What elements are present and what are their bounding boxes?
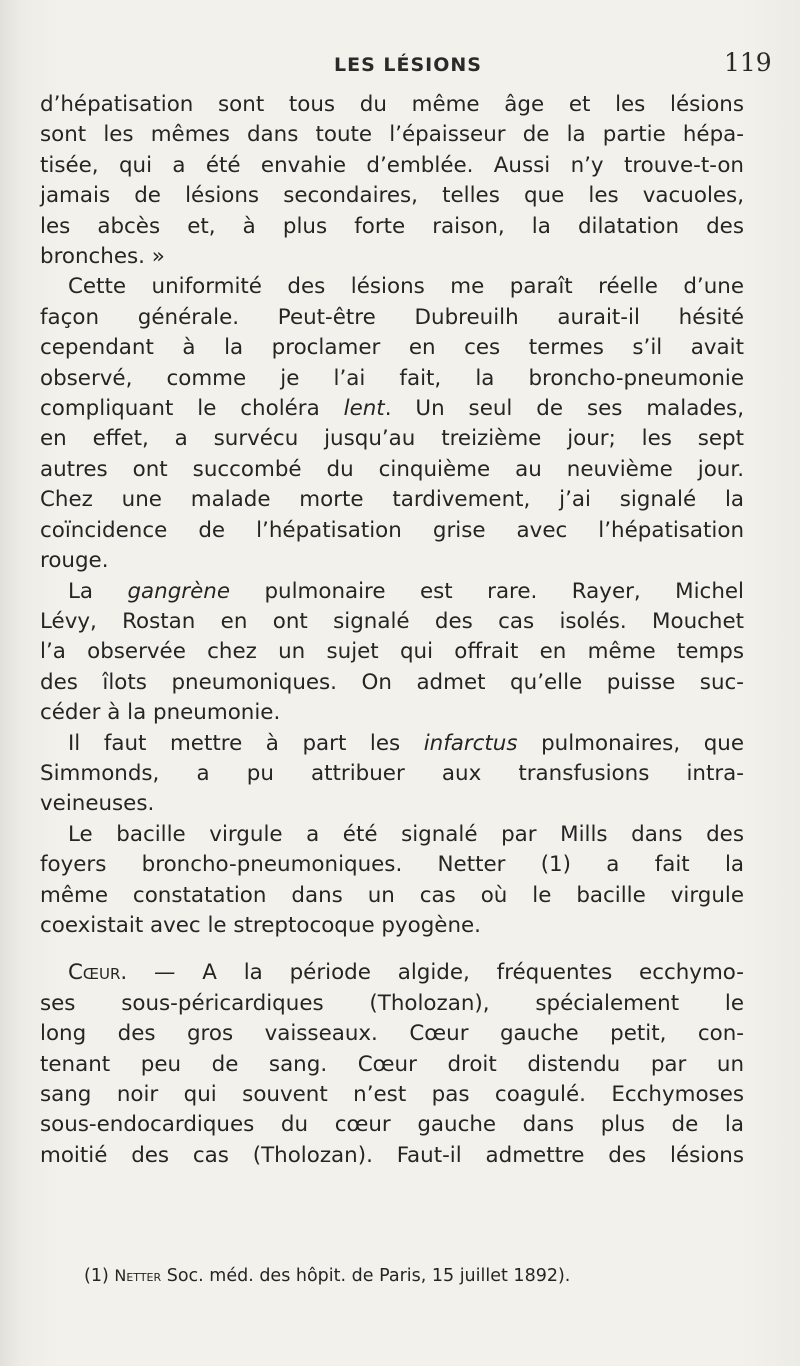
text-line: La gangrène pulmonaire est rare. Rayer, Michel: [68, 578, 744, 604]
text-line: autres ont succombé du cinquième au neuvième jour.: [40, 456, 744, 482]
text-line: jamais de lésions secondaires, telles que les vacuoles,: [40, 183, 744, 209]
body-text: [40, 90, 744, 1171]
italic-term: gangrène: [127, 578, 230, 604]
text-line: observé, comme je l’ai fait, la broncho-pneumonie: [40, 365, 744, 391]
paragraph: [40, 820, 744, 942]
text-line: façon générale. Peut-être Dubreuilh aurait-il hésité: [40, 304, 744, 330]
italic-term: lent: [343, 396, 385, 422]
paragraph: [40, 577, 744, 729]
footnote: [84, 1266, 744, 1286]
paragraph: [40, 272, 744, 576]
text-line: Chez une malade morte tardivement, j’ai signalé la: [40, 487, 744, 513]
text-line: l’a observée chez un sujet qui offrait en même temps: [40, 639, 744, 665]
section-heading: Cœur: [68, 960, 121, 986]
paragraph: [40, 90, 744, 272]
text-line: Lévy, Rostan en ont signalé des cas isolés. Mouchet: [40, 608, 744, 634]
text-line: Cœur. — A la période algide, fréquentes ecchymo-: [68, 960, 744, 986]
paragraph-gap: [40, 941, 744, 958]
text-line: ses sous-péricardiques (Tholozan), spécialement le: [40, 990, 744, 1016]
text-line: veineuses.: [40, 791, 155, 817]
italic-term: infarctus: [423, 730, 518, 756]
page-number: 119: [724, 48, 772, 77]
text-line: céder à la pneumonie.: [40, 700, 281, 726]
text-line: Cette uniformité des lésions me paraît réelle d’une: [68, 274, 744, 300]
text-line: foyers broncho-pneumoniques. Netter (1) a fait la: [40, 852, 744, 878]
text-line: d’hépatisation sont tous du même âge et les lésions: [40, 92, 744, 117]
text-line: tenant peu de sang. Cœur droit distendu par un: [40, 1051, 744, 1077]
footnote-text: Soc. méd. des hôpit. de Paris, 15 juillet 1892).: [166, 1266, 571, 1286]
text-line: compliquant le choléra lent. Un seul de ses malades,: [40, 396, 744, 422]
text-line: Simmonds, a pu attribuer aux transfusions intra-: [40, 760, 744, 786]
text-line: coexistait avec le streptocoque pyogène.: [40, 912, 481, 938]
text-line: les abcès et, à plus forte raison, la dilatation des: [40, 213, 744, 239]
footnote-author: Netter: [114, 1266, 162, 1285]
text-line: des îlots pneumoniques. On admet qu’elle puisse suc-: [40, 669, 744, 695]
text-line: Il faut mettre à part les infarctus pulmonaires, que: [68, 730, 744, 756]
text-line: long des gros vaisseaux. Cœur gauche petit, con-: [40, 1021, 744, 1047]
running-head: LES LÉSIONS: [334, 54, 482, 76]
text-line: sous-endocardiques du cœur gauche dans plus de la: [40, 1112, 744, 1138]
text-line: Le bacille virgule a été signalé par Mills dans des: [68, 821, 744, 847]
text-line: cependant à la proclamer en ces termes s’il avait: [40, 335, 744, 361]
text-line: rouge.: [40, 548, 109, 574]
text-line: sont les mêmes dans toute l’épaisseur de la partie hépa-: [40, 122, 744, 148]
footnote-marker: (1): [84, 1266, 109, 1286]
text-line: sang noir qui souvent n’est pas coagulé. Ecchymoses: [40, 1082, 744, 1107]
paragraph: [40, 729, 744, 820]
text-line: moitié des cas (Tholozan). Faut-il admettre des lésions: [40, 1142, 744, 1168]
text-line: tisée, qui a été envahie d’emblée. Aussi n’y trouve-t-on: [40, 152, 744, 178]
text-line: coïncidence de l’hépatisation grise avec l’hépatisation: [40, 517, 744, 543]
text-line: en effet, a survécu jusqu’au treizième jour; les sept: [40, 426, 744, 452]
text-line: même constatation dans un cas où le bacille virgule: [40, 882, 744, 908]
paragraph: [40, 958, 744, 1171]
text-line: bronches. »: [40, 244, 165, 270]
page-header: [0, 48, 800, 78]
